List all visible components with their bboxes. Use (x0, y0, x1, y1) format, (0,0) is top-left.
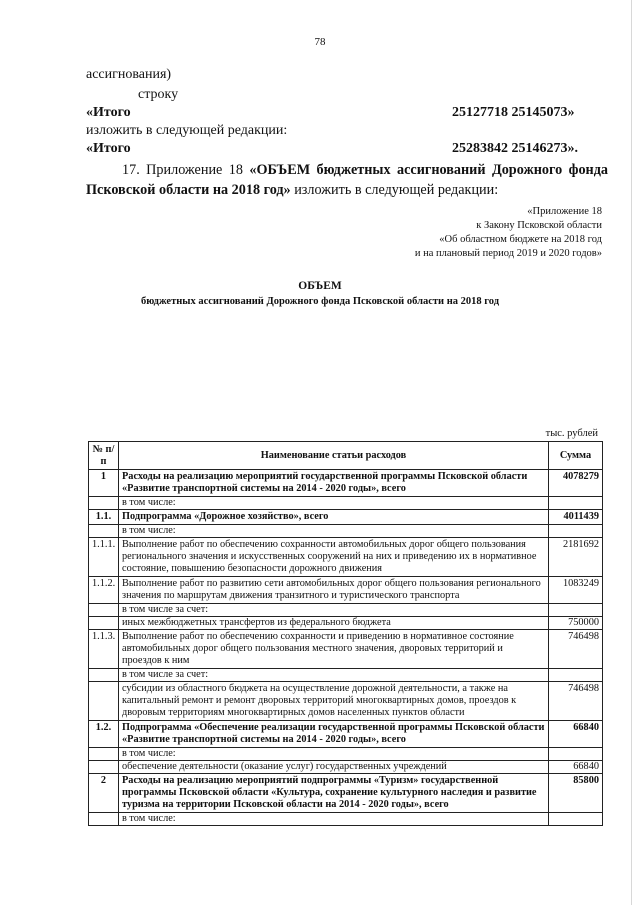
appendix-line-3: «Об областном бюджете на 2018 год (439, 234, 602, 245)
page-edge (631, 0, 632, 905)
row-no (89, 669, 119, 682)
header-no: № п/п (89, 442, 119, 470)
row-name: в том числе: (119, 525, 549, 538)
row-name: обеспечение деятельности (оказание услуг) государственных учреждений (119, 761, 549, 774)
row-name: Расходы на реализацию мероприятий подпрограммы «Туризм» государственной программы Псковской области «Культура, сохранение культурного наследия и развитие туризма на территории Псковской области на 2014 - 2020 годы», всего (119, 774, 549, 813)
appendix-line-2: к Закону Псковской области (476, 220, 602, 231)
row-sum (549, 813, 603, 826)
row-sum (549, 497, 603, 510)
intro-total-old-values: 25127718 25145073» (452, 105, 575, 120)
doc-subtitle: бюджетных ассигнований Дорожного фонда Псковской области на 2018 год (140, 296, 500, 307)
row-name: Выполнение работ по обеспечению сохранности и приведению в нормативное состояние автомобильных дорог общего пользования местного значения, дворовых территорий и проездов к ним (119, 630, 549, 669)
intro-total-new-values: 25283842 25146273». (452, 141, 578, 156)
row-sum (549, 748, 603, 761)
row-sum: 746498 (549, 630, 603, 669)
table-row (89, 669, 603, 682)
header-name: Наименование статьи расходов (119, 442, 549, 470)
row-name: в том числе: (119, 813, 549, 826)
table-row (89, 525, 603, 538)
row-sum: 4011439 (549, 510, 603, 525)
row-no: 1 (89, 470, 119, 497)
table-row (89, 577, 603, 604)
appendix-reference (415, 205, 602, 261)
row-sum (549, 525, 603, 538)
row-name: в том числе за счет: (119, 604, 549, 617)
row-sum: 2181692 (549, 538, 603, 577)
intro-total-old-label: «Итого (86, 105, 131, 120)
paragraph-prefix: 17. Приложение 18 (122, 162, 250, 178)
row-no: 1.1.3. (89, 630, 119, 669)
page-number: 78 (314, 36, 326, 48)
paragraph-bold: «ОБЪЕМ бюджетных ассигнований Дорожного фонда Псковской области на 2018 год» (86, 162, 608, 198)
doc-title: ОБЪЕМ (298, 280, 342, 292)
table-row (89, 748, 603, 761)
amendment-paragraph (86, 160, 608, 200)
row-name: в том числе за счет: (119, 669, 549, 682)
row-no (89, 525, 119, 538)
intro-line-2: строку (138, 87, 179, 102)
row-no (89, 604, 119, 617)
row-name: Выполнение работ по развитию сети автомобильных дорог общего пользования регионального значения по маршрутам движения транзитного и туристического транспорта (119, 577, 549, 604)
row-sum: 85800 (549, 774, 603, 813)
row-no: 1.2. (89, 721, 119, 748)
row-no (89, 497, 119, 510)
table-row (89, 604, 603, 617)
intro-line-4: изложить в следующей редакции: (86, 123, 288, 138)
row-sum: 66840 (549, 761, 603, 774)
row-name: Расходы на реализацию мероприятий государственной программы Псковской области «Развитие транспортной системы на 2014 - 2020 годы», всего (119, 470, 549, 497)
row-name: в том числе: (119, 497, 549, 510)
table-row (89, 761, 603, 774)
intro-total-new-label: «Итого (86, 141, 131, 156)
row-sum (549, 604, 603, 617)
row-name: в том числе: (119, 748, 549, 761)
table-row (89, 630, 603, 669)
table-row (89, 774, 603, 813)
row-no: 1.1. (89, 510, 119, 525)
row-sum: 1083249 (549, 577, 603, 604)
table-row (89, 470, 603, 497)
row-no: 1.1.1. (89, 538, 119, 577)
row-sum: 746498 (549, 682, 603, 721)
appendix-line-1: «Приложение 18 (527, 206, 602, 217)
table-row (89, 538, 603, 577)
row-name: иных межбюджетных трансфертов из федерального бюджета (119, 617, 549, 630)
table-row (89, 497, 603, 510)
row-name: Выполнение работ по обеспечению сохранности автомобильных дорог общего пользования регионального значения и искусственных сооружений на них и приведению их в нормативное состояние, повышению безопасности дорожного движения (119, 538, 549, 577)
table-row (89, 510, 603, 525)
table-row (89, 813, 603, 826)
table-header-row (89, 442, 603, 470)
row-no: 1.1.2. (89, 577, 119, 604)
appendix-line-4: и на плановый период 2019 и 2020 годов» (414, 248, 602, 259)
row-no (89, 748, 119, 761)
budget-table (88, 441, 603, 826)
row-sum: 66840 (549, 721, 603, 748)
row-no: 2 (89, 774, 119, 813)
row-sum: 750000 (549, 617, 603, 630)
row-sum (549, 669, 603, 682)
table-row (89, 721, 603, 748)
row-no (89, 617, 119, 630)
units-label: тыс. рублей (545, 428, 598, 439)
row-sum: 4078279 (549, 470, 603, 497)
intro-line-1: ассигнования) (86, 67, 172, 82)
paragraph-suffix: изложить в следующей редакции: (290, 182, 499, 198)
intro-block (86, 66, 606, 156)
header-sum: Сумма (549, 442, 603, 470)
row-no (89, 682, 119, 721)
row-name: субсидии из областного бюджета на осуществление дорожной деятельности, а также на капитальный ремонт и ремонт дворовых территорий многоквартирных домов, проездов к дворовым территориям многоквартирных домов населенных пунктов области (119, 682, 549, 721)
table-row (89, 682, 603, 721)
table-row (89, 617, 603, 630)
row-name: Подпрограмма «Дорожное хозяйство», всего (119, 510, 549, 525)
row-name: Подпрограмма «Обеспечение реализации государственной программы Псковской области «Развитие транспортной системы на 2014 - 2020 годы», всего (119, 721, 549, 748)
row-no (89, 813, 119, 826)
row-no (89, 761, 119, 774)
